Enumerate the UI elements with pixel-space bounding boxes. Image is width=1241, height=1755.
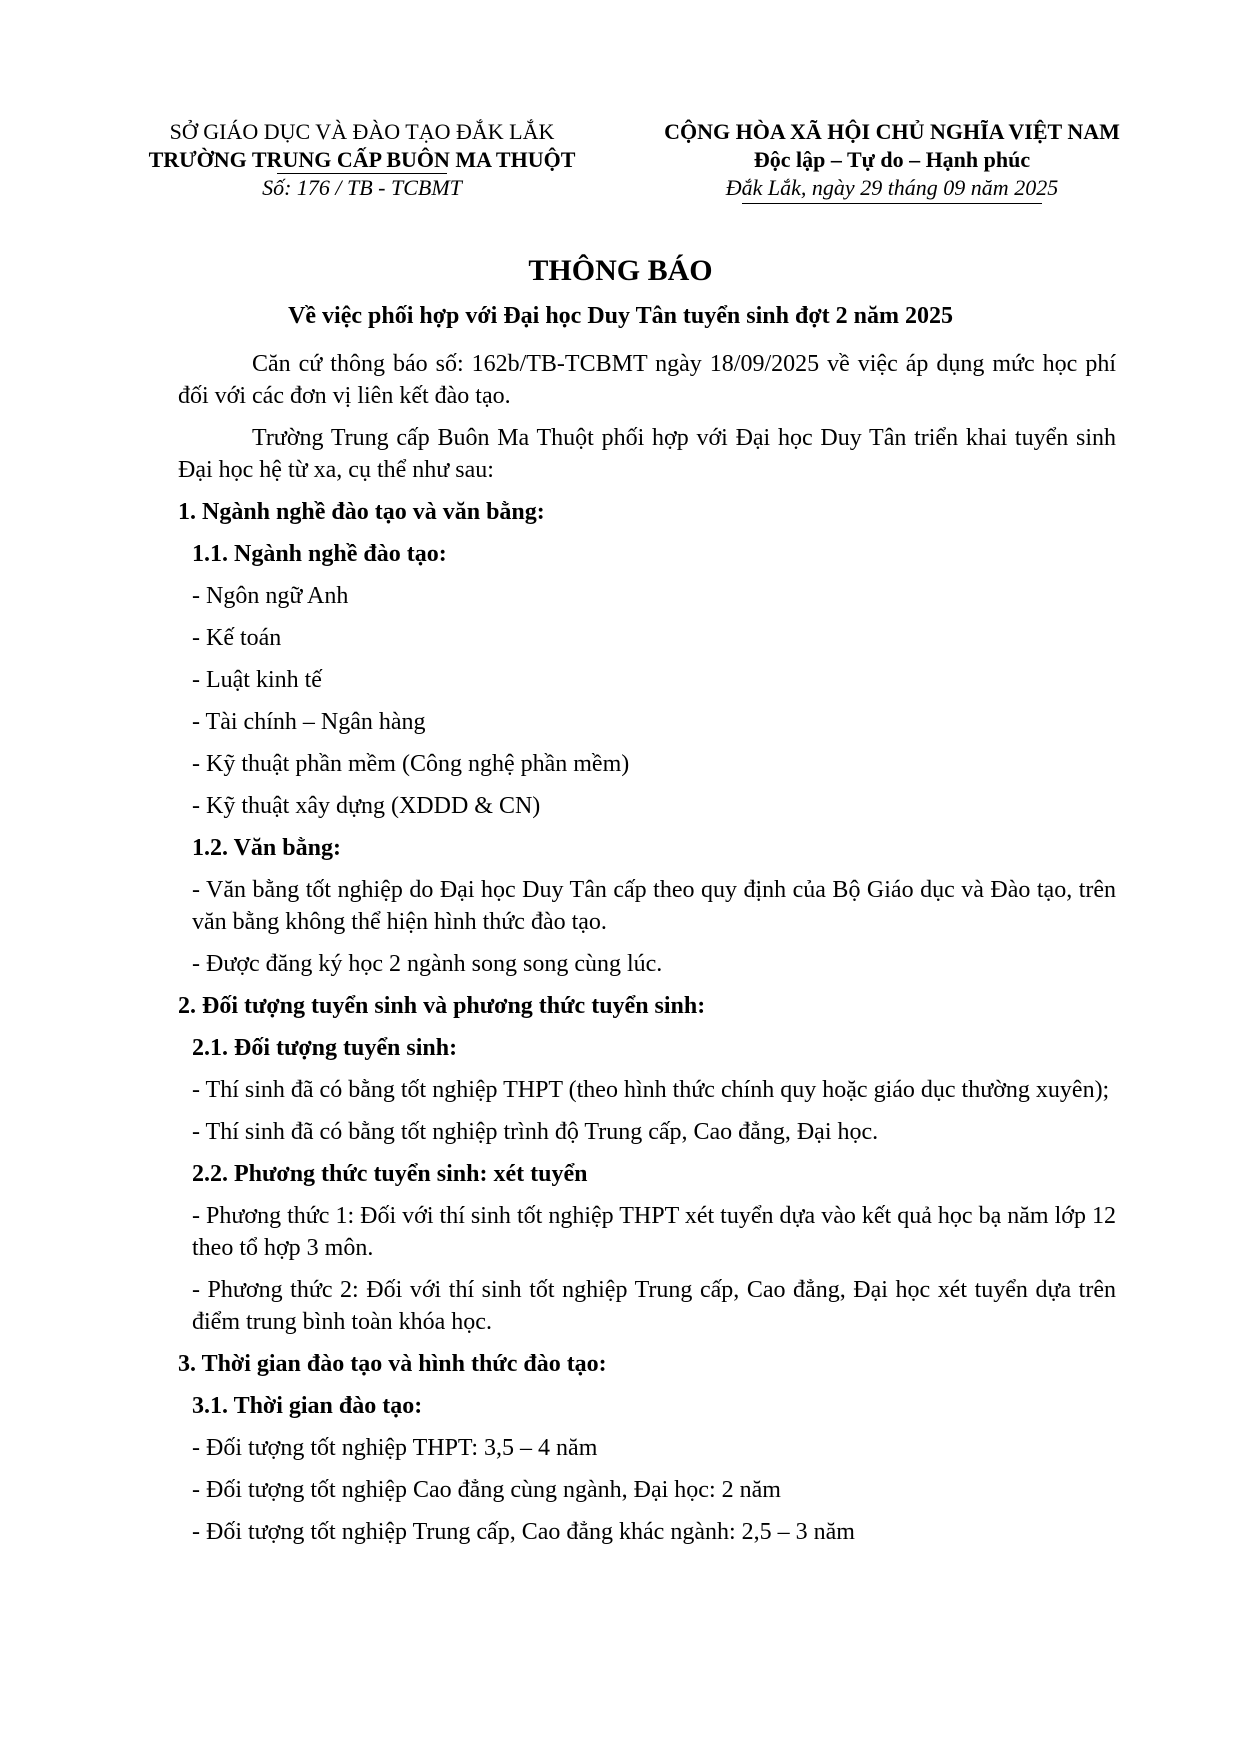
school-underline (277, 173, 447, 174)
department-name: SỞ GIÁO DỤC VÀ ĐÀO TẠO ĐẮK LẮK (169, 119, 555, 144)
nation-title: CỘNG HÒA XÃ HỘI CHỦ NGHĨA VIỆT NAM (664, 119, 1120, 144)
list-item: - Đối tượng tốt nghiệp THPT: 3,5 – 4 năm (192, 1435, 598, 1461)
list-item: - Ngôn ngữ Anh (192, 583, 349, 609)
section-1-2-heading: 1.2. Văn bằng: (192, 835, 341, 861)
school-name: TRƯỜNG TRUNG CẤP BUÔN MA THUỘT (148, 147, 576, 172)
section-1-heading: 1. Ngành nghề đào tạo và văn bằng: (178, 499, 545, 525)
list-item: - Được đăng ký học 2 ngành song song cùng lúc. (192, 951, 663, 977)
motto: Độc lập – Tự do – Hạnh phúc (753, 147, 1031, 172)
section-3-1-heading: 3.1. Thời gian đào tạo: (192, 1393, 423, 1419)
header-right (622, 118, 1162, 202)
list-item: - Thí sinh đã có bằng tốt nghiệp trình độ Trung cấp, Cao đẳng, Đại học. (192, 1119, 879, 1145)
intro-paragraph-1: Căn cứ thông báo số: 162b/TB-TCBMT ngày 18/09/2025 về việc áp dụng mức học phí đối với các đơn vị liên kết đào tạo. (178, 351, 1116, 409)
list-item: - Thí sinh đã có bằng tốt nghiệp THPT (theo hình thức chính quy hoặc giáo dục thường xuyên); (192, 1077, 1110, 1103)
list-item: - Tài chính – Ngân hàng (192, 709, 426, 735)
section-3-heading: 3. Thời gian đào tạo và hình thức đào tạo: (178, 1351, 607, 1377)
section-2-heading: 2. Đối tượng tuyển sinh và phương thức tuyển sinh: (178, 993, 706, 1019)
list-item: - Phương thức 2: Đối với thí sinh tốt nghiệp Trung cấp, Cao đẳng, Đại học xét tuyển dựa trên điểm trung bình toàn khóa học. (192, 1277, 1116, 1335)
list-item: - Kỹ thuật xây dựng (XDDD & CN) (192, 793, 541, 819)
document-date: Đắk Lắk, ngày 29 tháng 09 năm 2025 (725, 175, 1059, 200)
list-item: - Văn bằng tốt nghiệp do Đại học Duy Tân cấp theo quy định của Bộ Giáo dục và Đào tạo, trên văn bằng không thể hiện hình thức đào tạo. (192, 877, 1116, 935)
list-item: - Đối tượng tốt nghiệp Trung cấp, Cao đẳng khác ngành: 2,5 – 3 năm (192, 1519, 855, 1545)
section-2-1-heading: 2.1. Đối tượng tuyển sinh: (192, 1035, 458, 1061)
section-2-2-heading: 2.2. Phương thức tuyển sinh: xét tuyển (192, 1161, 588, 1187)
section-1-1-heading: 1.1. Ngành nghề đào tạo: (192, 541, 447, 567)
motto-underline (742, 203, 1042, 204)
list-item: - Phương thức 1: Đối với thí sinh tốt nghiệp THPT xét tuyển dựa vào kết quả học bạ năm lớp 12 theo tổ hợp 3 môn. (192, 1203, 1116, 1261)
list-item: - Kế toán (192, 625, 282, 651)
header-left (112, 118, 612, 202)
document-number: Số: 176 / TB - TCBMT (262, 175, 462, 200)
list-item: - Đối tượng tốt nghiệp Cao đẳng cùng ngành, Đại học: 2 năm (192, 1477, 781, 1503)
list-item: - Luật kinh tế (192, 667, 322, 693)
document-title: THÔNG BÁO (528, 254, 713, 287)
document-body (178, 348, 1116, 1548)
intro-paragraph-2: Trường Trung cấp Buôn Ma Thuột phối hợp với Đại học Duy Tân triển khai tuyển sinh Đại học hệ từ xa, cụ thể như sau: (178, 425, 1116, 483)
document-subtitle: Về việc phối hợp với Đại học Duy Tân tuyển sinh đợt 2 năm 2025 (288, 303, 953, 329)
list-item: - Kỹ thuật phần mềm (Công nghệ phần mềm) (192, 751, 630, 777)
